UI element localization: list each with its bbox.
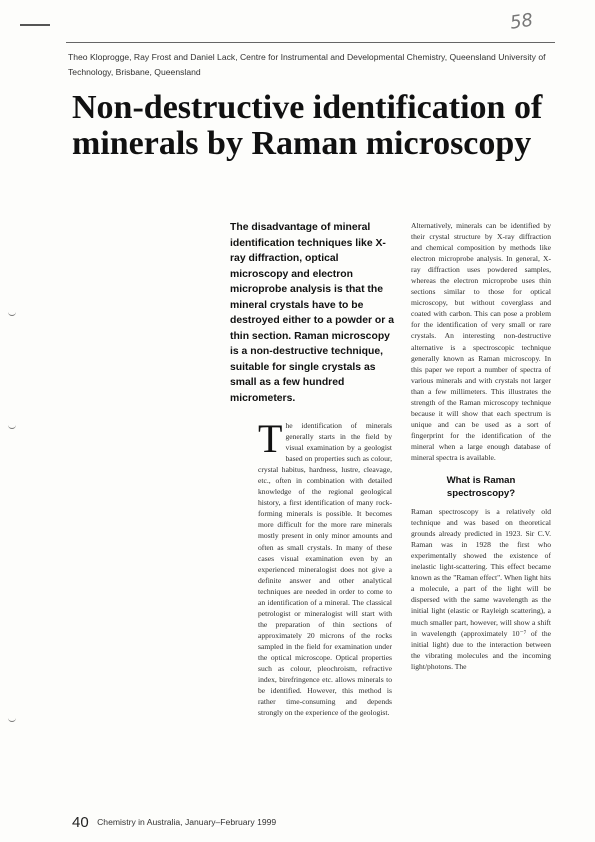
drop-cap: T [258, 420, 283, 461]
handwritten-page-number: 58 [508, 9, 535, 34]
section-heading: What is Raman spectroscopy? [446, 475, 516, 499]
scan-margin-mark [8, 312, 16, 316]
paragraph-alternatives: Alternatively, minerals can be identified by their crystal structure by X-ray diffraction and chemical composition by methods like electron microprobe analysis. In general, X-ray diffraction uses powdered samples, whereas the electron microprobe uses thin sections similar to those for optical microscopy, but without coverglass and coated with carbon. This can pose a problem for the identification of very small or rare crystals. An interesting non-destructive alternative is a spectroscopic technique generally known as Raman microscopy. In this paper we report a number of spectra of various minerals and with crystals not larger than a few millimeters. This illustrates the strength of the Raman microscopy technique because it will show that each spectrum is unique and can be used as a sort of fingerprint for the identification of the mineral when a large enough database of mineral spectra is available. [411, 221, 551, 462]
journal-citation: Chemistry in Australia, January–February 1999 [97, 817, 277, 827]
intro-paragraph: he identification of minerals generally starts in the field by visual examination by a geologist based on properties such as colour, crystal habitus, hardness, lustre, cleavage, etc., often in combination with detailed knowledge of the regional geological history, a first identification of many rock-forming minerals is possible. It becomes more difficult for the more rare minerals mostly present in only minor amounts and often as small crystals. In many of these cases visual examination even by an experienced mineralogist does not give a definite answer and other analytical techniques are needed in order to come to an identification of a mineral. The classical petrologist or mineralogist will start with the preparation of thin sections of approximately 20 microns of the rocks sampled in the field for examination under the optical microscope. Optical properties such as colour, pleochroism, refractive index, birefringence etc. allows minerals to be identified. However, this method is rather time-consuming and depends strongly on the experience of the geologist. [258, 421, 392, 718]
body-column-right [411, 220, 551, 810]
scan-margin-mark [8, 718, 16, 722]
scan-edge-mark [20, 24, 50, 26]
article-abstract: The disadvantage of mineral identification techniques like X-ray diffraction, optical microscopy and electron microprobe analysis is that the mineral crystals have to be destroyed either to a powder or a thin section. Raman microscopy is a non-destructive technique, suitable for single crystals as small as a few hundred micrometers. [230, 222, 394, 404]
body-column-middle [258, 420, 392, 800]
author-affiliation: Theo Kloprogge, Ray Frost and Daniel Lack, Centre for Instrumental and Developmental Chemistry, Queensland University of Technology, Brisbane, Queensland [68, 52, 546, 77]
article-title: Non-destructive identification of minerals by Raman microscopy [72, 89, 543, 162]
header-rule [66, 42, 555, 43]
page-footer [72, 814, 276, 831]
scan-margin-mark [8, 425, 16, 429]
page-number: 40 [72, 814, 89, 831]
paragraph-raman-history: Raman spectroscopy is a relatively old technique and was based on theoretical grounds already predicted in 1923. Sir C.V. Raman was in 1928 the first who experimentally showed the existence of inelastic light-scattering. This effect became known as the "Raman effect". When light hits a molecule, a part of the light will be dispersed with the same wavelength as the initial light (elastic or Rayleigh scattering), a much smaller part, however, will show a shift in wavelength (approximately 10⁻⁷ of the initial light) due to the interaction between the vibrating molecules and the incoming light/photons. The [411, 507, 551, 671]
